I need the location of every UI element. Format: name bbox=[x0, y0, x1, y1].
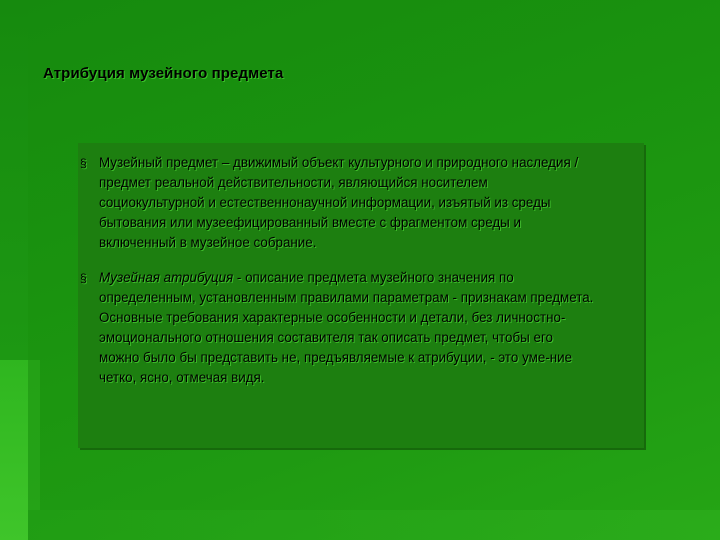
slide-title: Атрибуция музейного предмета bbox=[43, 65, 284, 82]
bullet-line: определенным, установленным правилами параметрам - признакам предмета. bbox=[99, 290, 594, 305]
bullet-item-museum-object bbox=[80, 153, 700, 253]
decorative-inner-band bbox=[28, 360, 40, 510]
bullet-line: Основные требования характерные особенности и детали, без личностно- bbox=[99, 310, 566, 325]
bullet-marker-icon: § bbox=[80, 271, 87, 285]
bullet-line-rest: - описание предмета музейного значения по bbox=[233, 270, 514, 285]
bullet-line: социокультурной и естественнонаучной информации, изъятый из среды bbox=[99, 195, 551, 210]
attribution-term: Музейная атрибуция bbox=[99, 270, 234, 285]
bullet-line: бытования или музеефицированный вместе с фрагментом среды и bbox=[99, 215, 521, 230]
bullet-line: предмет реальной действительности, являющийся носителем bbox=[99, 175, 488, 190]
decorative-left-lower-band bbox=[0, 360, 28, 540]
bullet-line: эмоционального отношения составителя так описать предмет, чтобы его bbox=[99, 330, 553, 345]
bullet-list bbox=[80, 153, 700, 388]
bullet-marker-icon: § bbox=[80, 156, 87, 170]
decorative-bottom-band bbox=[28, 510, 720, 540]
bullet-first-line bbox=[99, 268, 700, 288]
bullet-line: можно было бы представить не, предъявляемые к атрибуции, - это уме-ние bbox=[99, 350, 573, 365]
bullet-item-museum-attribution bbox=[80, 268, 700, 388]
bullet-line: Музейный предмет – движимый объект культурного и природного наследия / bbox=[99, 155, 579, 170]
bullet-line: четко, ясно, отмечая видя. bbox=[99, 370, 265, 385]
decorative-left-band bbox=[0, 0, 28, 360]
bullet-line: включенный в музейное собрание. bbox=[99, 235, 317, 250]
